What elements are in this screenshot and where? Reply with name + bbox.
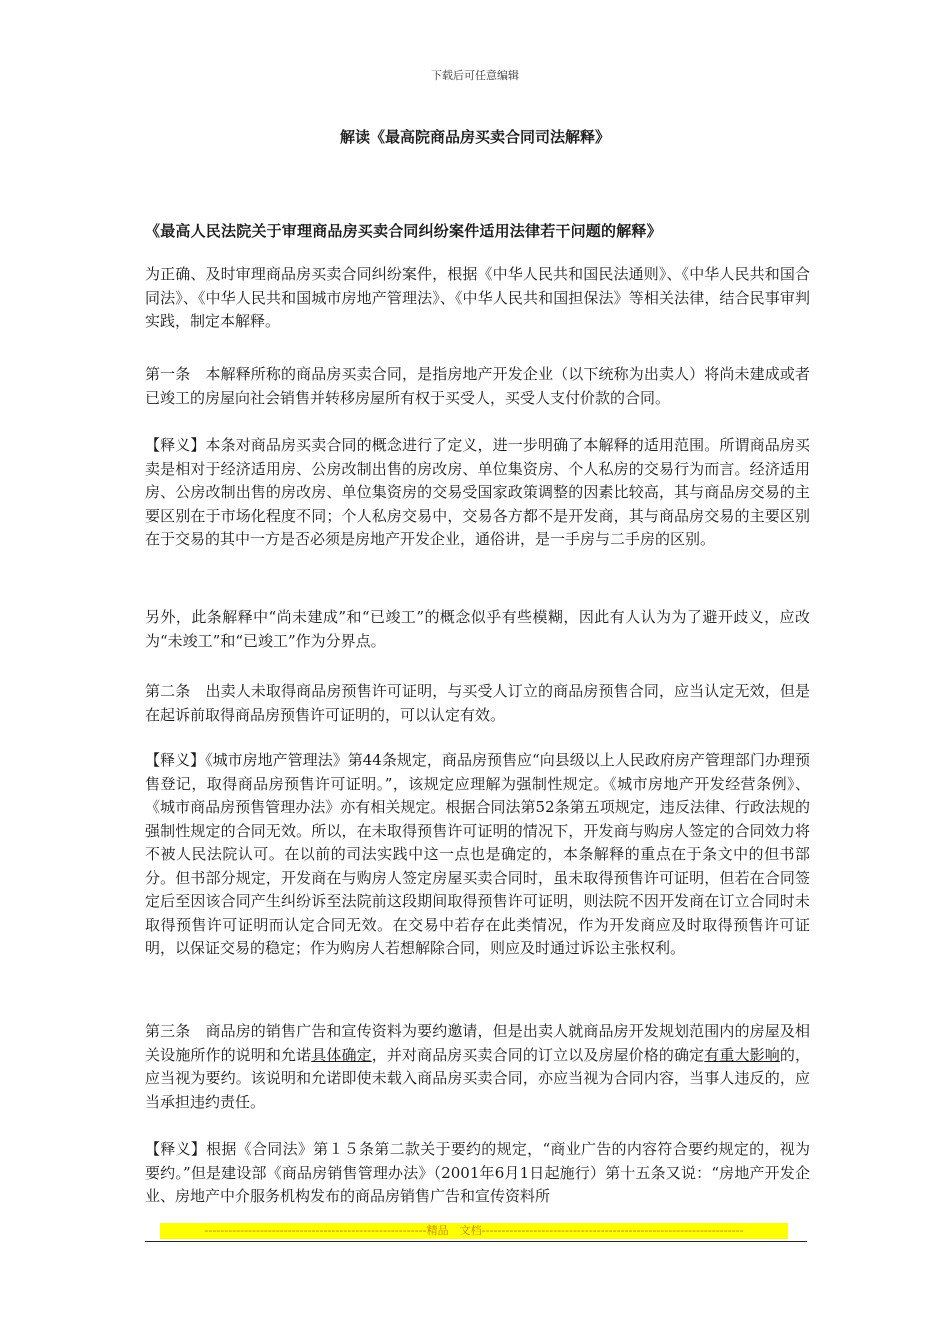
additional-note-paragraph: 另外，此条解释中“尚未建成”和“已竣工”的概念似乎有些模糊，因此有人认为为了避开歧义，应改为“未竣工”和“已竣工”作为分界点。 bbox=[145, 608, 810, 650]
article-3-text-part-3: 的，应当视为要约。该说明和允诺即使未载入商品房买卖合同，亦应当视为合同内容，当事人违反的，应当承担违约责任。 bbox=[145, 1045, 810, 1111]
article-3-text-part-2: ，并对商品房买卖合同的订立以及房屋价格的确定 bbox=[371, 1045, 705, 1064]
article-2-commentary: 【释义】《城市房地产管理法》第44条规定，商品房预售应“向县级以上人民政府房产管理部门办理预售登记，取得商品房预售许可证明。”，该规定应理解为强制性规定。《城市房地产开发经营条例》、《城市商品房预售管理办法》亦有相关规定。根据合同法第52条第五项规定，违反法律、行政法规的强制性规定的合同无效。所以，在未取得预售许可证明的情况下，开发商与购房人签定的合同效力将不被人民法院认可。在以前的司法实践中这一点也是确定的，本条解释的重点在于条文中的但书部分。但书部分规定，开发商在与购房人签定房屋买卖合同时，虽未取得预售许可证明，但若在合同签定后至因该合同产生纠纷诉至法院前这段期间取得预售许可证明，则法院不因开发商在订立合同时未取得预售许可证明而认定合同无效。在交易中若存在此类情况，作为开发商应及时取得预售许可证明，以保证交易的稳定；作为购房人若想解除合同，则应及时通过诉讼主张权利。 bbox=[145, 751, 810, 957]
header-note: 下载后可任意编辑 bbox=[431, 69, 519, 82]
article-1-paragraph: 第一条 本解释所称的商品房买卖合同，是指房地产开发企业（以下统称为出卖人）将尚未建成或者已竣工的房屋向社会销售并转移房屋所有权于买受人，买受人支付价款的合同。 bbox=[145, 365, 810, 407]
preamble-paragraph: 为正确、及时审理商品房买卖合同纠纷案件，根据《中华人民共和国民法通则》、《中华人民共和国合同法》、《中华人民共和国城市房地产管理法》、《中华人民共和国担保法》等相关法律，结合民事审判实践，制定本解释。 bbox=[145, 265, 810, 330]
page-title: 解读《最高院商品房买卖合同司法解释》 bbox=[339, 128, 610, 146]
article-3-paragraph bbox=[145, 1020, 810, 1114]
law-title: 《最高人民法院关于审理商品房买卖合同纠纷案件适用法律若干问题的解释》 bbox=[145, 222, 662, 240]
article-3-commentary: 【释义】根据《合同法》第１５条第二款关于要约的规定，“商业广告的内容符合要约规定的，视为要约。”但是建设部《商品房销售管理办法》（2001年6月1日起施行）第十五条又说：“房地产开发企业、房地产中介服务机构发布的商品房销售广告和宣传资料所 bbox=[145, 1140, 810, 1205]
article-2-paragraph: 第二条 出卖人未取得商品房预售许可证明，与买受人订立的商品房预售合同，应当认定无效，但是在起诉前取得商品房预售许可证明的，可以认定有效。 bbox=[145, 682, 810, 724]
footer-divider bbox=[145, 1241, 807, 1242]
article-3-underlined-1: 具体确定 bbox=[311, 1045, 372, 1064]
article-1-commentary: 【释义】本条对商品房买卖合同的概念进行了定义，进一步明确了本解释的适用范围。所谓商品房买卖是相对于经济适用房、公房改制出售的房改房、单位集资房、个人私房的交易行为而言。经济适用房、公房改制出售的房改房、单位集资房的交易受国家政策调整的因素比较高，其与商品房交易的主要区别在于市场化程度不同；个人私房交易中，交易各方都不是开发商，其与商品房交易的主要区别在于交易的其中一方是否必须是房地产开发企业，通俗讲，是一手房与二手房的区别。 bbox=[145, 436, 810, 548]
footer-watermark-band: --------------------------------------------------------精品 文档------------------------------------------------------------------ bbox=[160, 1223, 788, 1239]
article-3-text-part-1: 第三条 商品房的销售广告和宣传资料为要约邀请，但是出卖人就商品房开发规划范围内的房屋及相关设施所作的说明和允诺 bbox=[145, 1022, 810, 1064]
article-3-underlined-2: 有重大影响 bbox=[704, 1045, 780, 1064]
